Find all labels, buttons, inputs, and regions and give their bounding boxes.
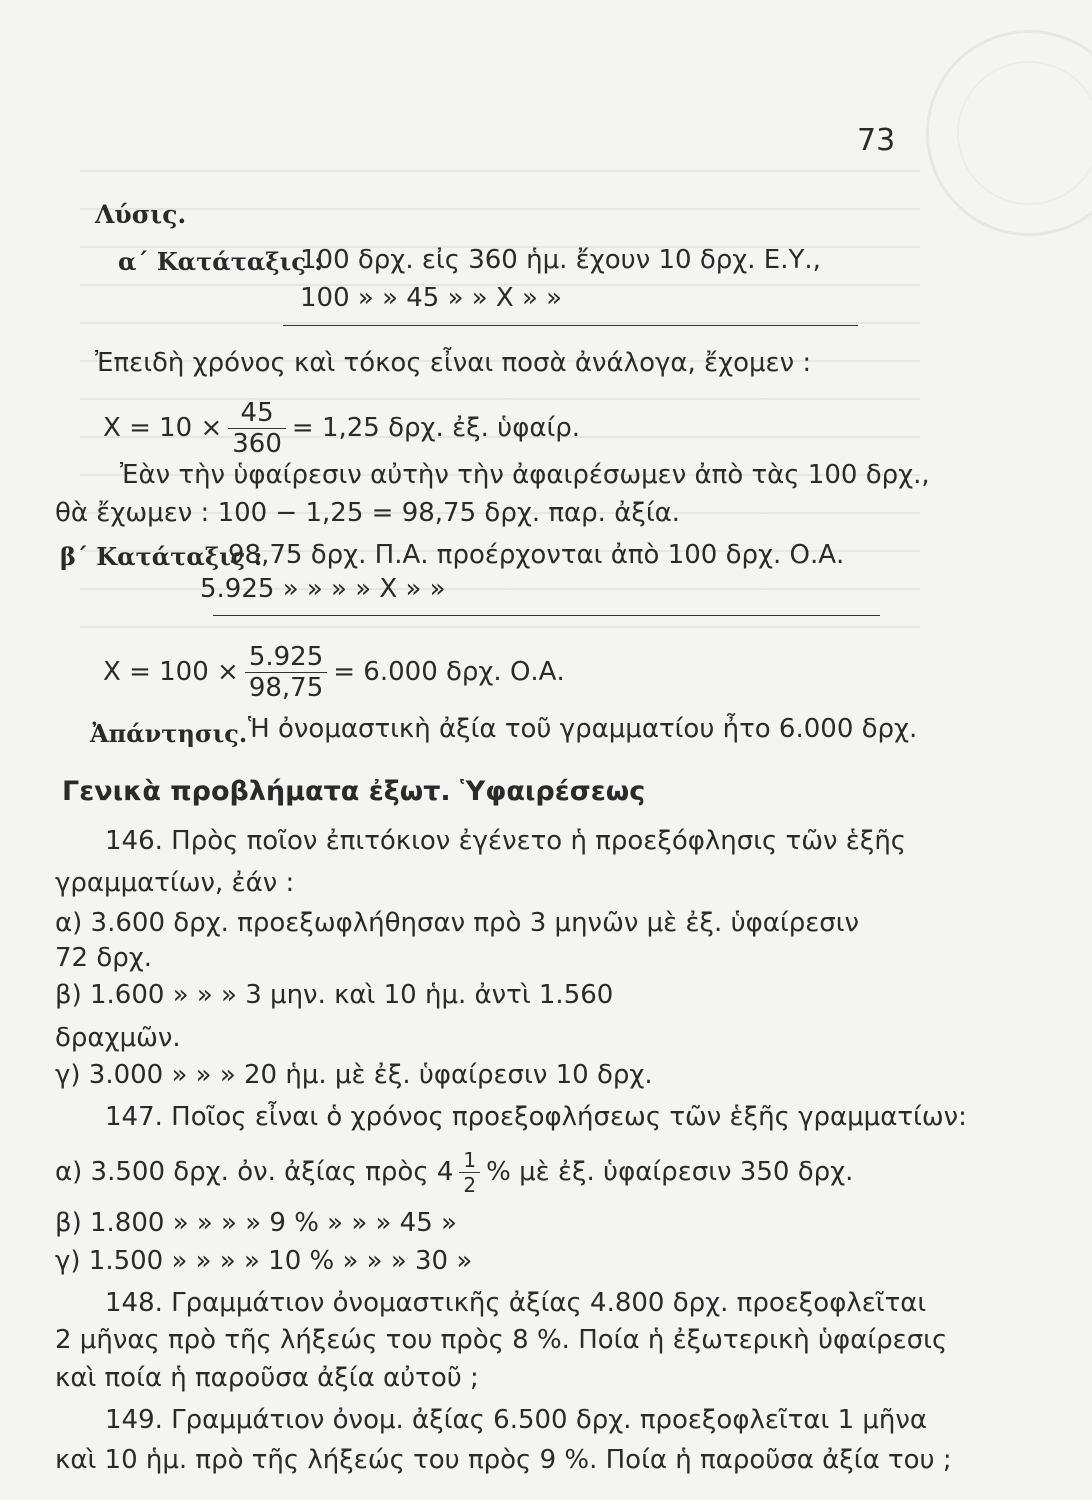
- problem-146-item-b-cont: δραχμῶν.: [55, 1023, 181, 1053]
- arrangement-a-label: α΄ Κατάταξις :: [118, 247, 324, 276]
- problem-149-line-1: 149. Γραμμάτιον ὀνομ. ἀξίας 6.500 δρχ. προεξοφλεῖται 1 μῆνα: [105, 1405, 928, 1435]
- equation-2: [103, 644, 565, 701]
- arrangement-a-row-1: 100 δρχ. εἰς 360 ἡμ. ἔχουν 10 δρχ. Ε.Υ.,: [300, 245, 821, 275]
- problem-147-numerator: 1: [459, 1150, 480, 1173]
- page-number: 73: [857, 123, 896, 158]
- result-statement: θὰ ἔχωμεν : 100 − 1,25 = 98,75 δρχ. παρ. ἀξία.: [55, 498, 681, 528]
- equation-1-right: = 1,25 δρχ. ἐξ. ὑφαίρ.: [291, 413, 581, 443]
- problem-147-item-b: β) 1.800 » » » » 9 % » » » 45 »: [55, 1208, 457, 1238]
- problem-146-item-c: γ) 3.000 » » » 20 ἡμ. μὲ ἐξ. ὑφαίρεσιν 10 δρχ.: [55, 1060, 653, 1090]
- section-heading: Γενικὰ προβλήματα ἐξωτ. Ὑφαιρέσεως: [62, 776, 646, 807]
- library-stamp: [926, 30, 1092, 236]
- problem-146-line-1: 146. Πρὸς ποῖον ἐπιτόκιον ἐγένετο ἡ προεξόφλησις τῶν ἑξῆς: [105, 826, 907, 856]
- problem-146-item-b: β) 1.600 » » » 3 μην. καὶ 10 ἡμ. ἀντὶ 1.560: [55, 980, 614, 1010]
- problem-146-item-a-cont: 72 δρχ.: [55, 943, 153, 973]
- arrangement-b-rule: [213, 615, 880, 616]
- equation-1-numerator: 45: [228, 400, 286, 429]
- problem-147-item-a: [55, 1150, 853, 1195]
- since-statement: Ἐπειδὴ χρόνος καὶ τόκος εἶναι ποσὰ ἀνάλογα, ἔχομεν :: [95, 348, 812, 378]
- equation-1-fraction: [228, 400, 286, 457]
- problem-149-line-2: καὶ 10 ἡμ. πρὸ τῆς λήξεώς του πρὸς 9 %. Ποία ἡ παροῦσα ἀξία του ;: [55, 1445, 952, 1475]
- problem-147-item-a-post: % μὲ ἐξ. ὑφαίρεσιν 350 δρχ.: [486, 1157, 854, 1187]
- arrangement-a-row-2: 100 » » 45 » » Χ » »: [300, 283, 563, 313]
- equation-2-left: Χ = 100 ×: [103, 657, 239, 687]
- solution-label: Λύσις.: [95, 200, 187, 229]
- answer-label: Ἀπάντησις.: [90, 719, 248, 748]
- equation-1-denominator: 360: [232, 429, 282, 459]
- equation-2-fraction: [245, 644, 327, 701]
- arrangement-a-rule: [283, 325, 858, 326]
- problem-146-line-2: γραμματίων, ἐάν :: [55, 868, 295, 898]
- problem-148-line-1: 148. Γραμμάτιον ὀνομαστικῆς ἀξίας 4.800 δρχ. προεξοφλεῖται: [105, 1288, 927, 1318]
- problem-147-item-a-pre: α) 3.500 δρχ. ὀν. ἀξίας πρὸς 4: [55, 1157, 454, 1187]
- if-statement: Ἐὰν τὴν ὑφαίρεσιν αὐτὴν τὴν ἀφαιρέσωμεν ἀπὸ τὰς 100 δρχ.,: [120, 460, 930, 490]
- problem-147-item-c: γ) 1.500 » » » » 10 % » » » 30 »: [55, 1246, 473, 1276]
- equation-1-left: Χ = 10 ×: [103, 413, 223, 443]
- arrangement-b-row-2: 5.925 » » » » Χ » »: [200, 574, 446, 604]
- arrangement-b-label: β΄ Κατάταξις :: [60, 542, 263, 571]
- problem-148-line-2: 2 μῆνας πρὸ τῆς λήξεώς του πρὸς 8 %. Ποία ἡ ἐξωτερικὴ ὑφαίρεσις: [55, 1325, 948, 1355]
- problem-148-line-3: καὶ ποία ἡ παροῦσα ἀξία αὐτοῦ ;: [55, 1363, 479, 1393]
- problem-147-fraction: [459, 1150, 480, 1195]
- arrangement-b-row-1: 98,75 δρχ. Π.Α. προέρχονται ἀπὸ 100 δρχ. Ο.Α.: [228, 540, 845, 570]
- problem-146-item-a: α) 3.600 δρχ. προεξωφλήθησαν πρὸ 3 μηνῶν μὲ ἐξ. ὑφαίρεσιν: [55, 908, 860, 938]
- problem-147-denominator: 2: [463, 1173, 477, 1197]
- equation-1: [103, 400, 580, 457]
- equation-2-right: = 6.000 δρχ. Ο.Α.: [333, 657, 565, 687]
- equation-2-numerator: 5.925: [245, 644, 327, 673]
- equation-2-denominator: 98,75: [248, 673, 324, 703]
- problem-147-line-1: 147. Ποῖος εἶναι ὁ χρόνος προεξοφλήσεως τῶν ἑξῆς γραμματίων:: [105, 1102, 967, 1132]
- answer-text: Ἡ ὀνομαστικὴ ἀξία τοῦ γραμματίου ἦτο 6.000 δρχ.: [248, 714, 918, 744]
